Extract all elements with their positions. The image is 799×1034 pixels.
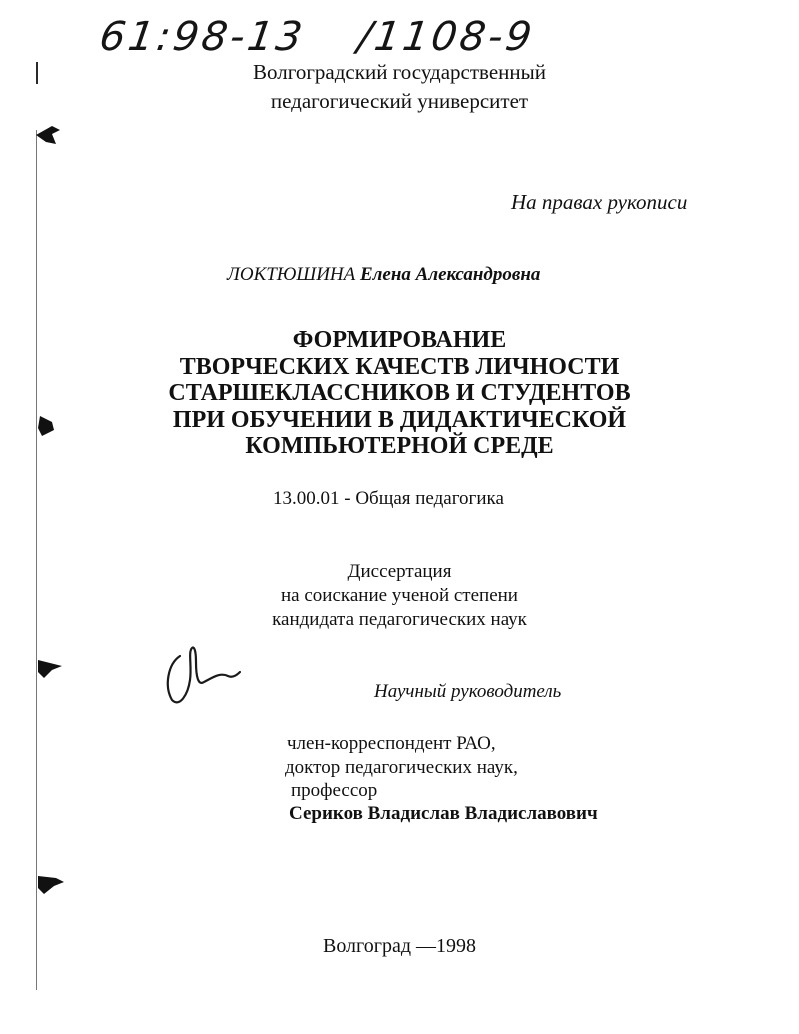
archive-code-handwritten <box>97 14 538 60</box>
university-name <box>0 58 799 116</box>
university-line-1: Волгоградский государственный <box>253 60 546 84</box>
supervisor-title-2: доктор педагогических наук, <box>285 757 518 778</box>
place-and-year: Волгоград —1998 <box>322 935 477 957</box>
degree-line-1: Диссертация <box>347 561 452 582</box>
handwritten-signature <box>158 642 248 712</box>
archive-code-left: 61:98-13 <box>96 14 308 60</box>
supervisor-name: Сериков Владислав Владиславович <box>289 803 598 824</box>
supervisor-title-1: член-корреспондент РАО, <box>287 733 496 754</box>
title-line-1: ФОРМИРОВАНИЕ <box>292 327 507 353</box>
degree-line-2: на соискание ученой степени <box>281 585 518 606</box>
binding-hole-mark-1 <box>30 120 70 150</box>
title-line-4: ПРИ ОБУЧЕНИИ В ДИДАКТИЧЕСКОЙ <box>172 406 627 433</box>
supervisor-title-3: профессор <box>291 780 378 801</box>
author-surname: ЛОКТЮШИНА <box>227 264 356 285</box>
archive-code-right: /1108-9 <box>354 14 538 60</box>
binding-hole-mark-3 <box>32 652 68 682</box>
binding-hole-mark-4 <box>30 868 70 898</box>
specialty-code: 13.00.01 - Общая педагогика <box>273 488 504 509</box>
dissertation-degree <box>0 560 799 632</box>
supervisor-label: Научный руководитель <box>374 681 562 702</box>
title-line-5: КОМПЬЮТЕРНОЙ СРЕДЕ <box>245 433 554 459</box>
degree-line-3: кандидата педагогических наук <box>272 609 527 630</box>
dissertation-title <box>0 327 799 460</box>
title-line-2: ТВОРЧЕСКИХ КАЧЕСТВ ЛИЧНОСТИ <box>179 353 620 380</box>
author-given-names: Елена Александровна <box>360 264 541 285</box>
university-line-2: педагогический университет <box>270 89 529 113</box>
title-line-3: СТАРШЕКЛАССНИКОВ И СТУДЕНТОВ <box>168 380 631 406</box>
author-name <box>227 264 540 286</box>
manuscript-rights-note: На правах рукописи <box>511 190 688 214</box>
